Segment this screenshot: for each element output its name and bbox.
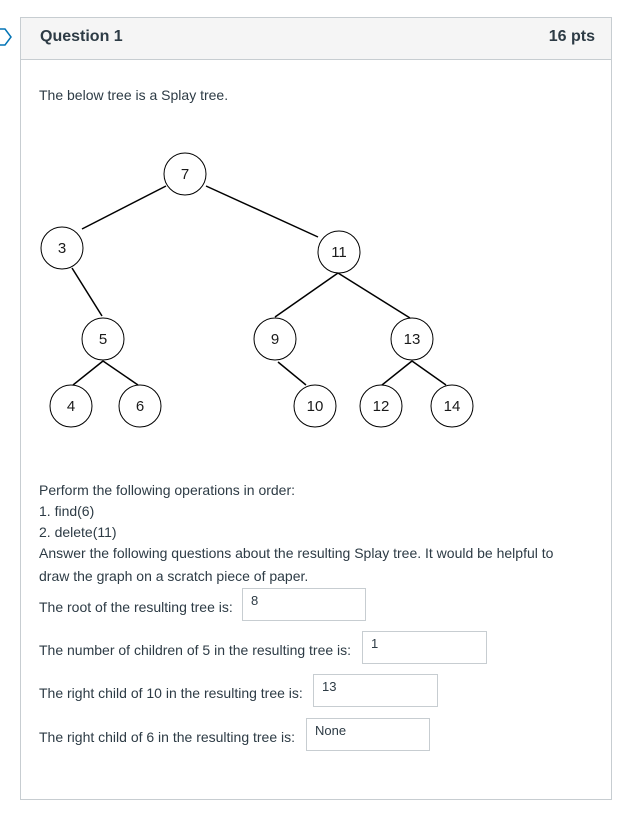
tree-node-11 [318, 231, 360, 273]
answer-prompt-root: The root of the resulting tree is: [39, 599, 233, 615]
answer-input-right-child-6[interactable]: None [306, 718, 430, 751]
edge-7-3 [82, 186, 166, 229]
answer-input-children-of-5[interactable]: 1 [362, 631, 487, 664]
answer-input-right-child-10[interactable]: 13 [313, 674, 438, 707]
instructions-heading: Perform the following operations in order: [39, 482, 296, 498]
node-label: 9 [270, 331, 280, 348]
tree-node-9 [254, 318, 296, 360]
edge-5-6 [103, 361, 138, 385]
node-label: 14 [443, 398, 461, 415]
tree-node-7 [164, 153, 206, 195]
edge-11-13 [338, 273, 410, 318]
tree-node-5 [82, 318, 124, 360]
tree-edges [72, 186, 446, 385]
answer-prompt-right-child-10: The right child of 10 in the resulting tree is: [39, 685, 303, 701]
tree-node-13 [391, 318, 433, 360]
edge-5-4 [73, 361, 103, 385]
answer-prompt-children-of-5: The number of children of 5 in the resulting tree is: [39, 642, 352, 658]
edge-13-12 [382, 361, 412, 385]
node-label: 3 [57, 240, 67, 257]
node-label: 7 [180, 166, 190, 183]
tree-node-14 [431, 385, 473, 427]
edge-13-14 [412, 361, 446, 385]
node-label: 12 [372, 398, 390, 415]
tree-node-10 [294, 385, 336, 427]
answer-prompt-right-child-6: The right child of 6 in the resulting tree is: [39, 729, 296, 745]
node-label: 10 [306, 398, 324, 415]
node-label: 13 [403, 331, 421, 348]
edge-9-10 [278, 362, 306, 385]
node-label: 6 [135, 398, 145, 415]
node-label: 5 [98, 331, 108, 348]
tree-node-4 [50, 385, 92, 427]
operation-1: 1. find(6) [39, 503, 95, 519]
tree-node-6 [119, 385, 161, 427]
instructions-note-line-1: Answer the following questions about the resulting Splay tree. It would be helpful to [39, 545, 554, 561]
answer-input-root[interactable]: 8 [242, 588, 366, 621]
edge-7-11 [206, 186, 318, 237]
operation-2: 2. delete(11) [39, 524, 117, 540]
instructions-note-line-2: draw the graph on a scratch piece of paper. [39, 568, 309, 584]
node-label: 11 [331, 244, 347, 261]
edge-3-5 [72, 268, 102, 316]
question-title: Question 1 [40, 28, 123, 45]
intro-text: The below tree is a Splay tree. [39, 87, 229, 103]
tree-node-12 [360, 385, 402, 427]
question-points: 16 pts [548, 28, 595, 45]
node-label: 4 [66, 398, 76, 415]
edge-11-9 [275, 273, 338, 317]
tree-node-3 [41, 227, 83, 269]
